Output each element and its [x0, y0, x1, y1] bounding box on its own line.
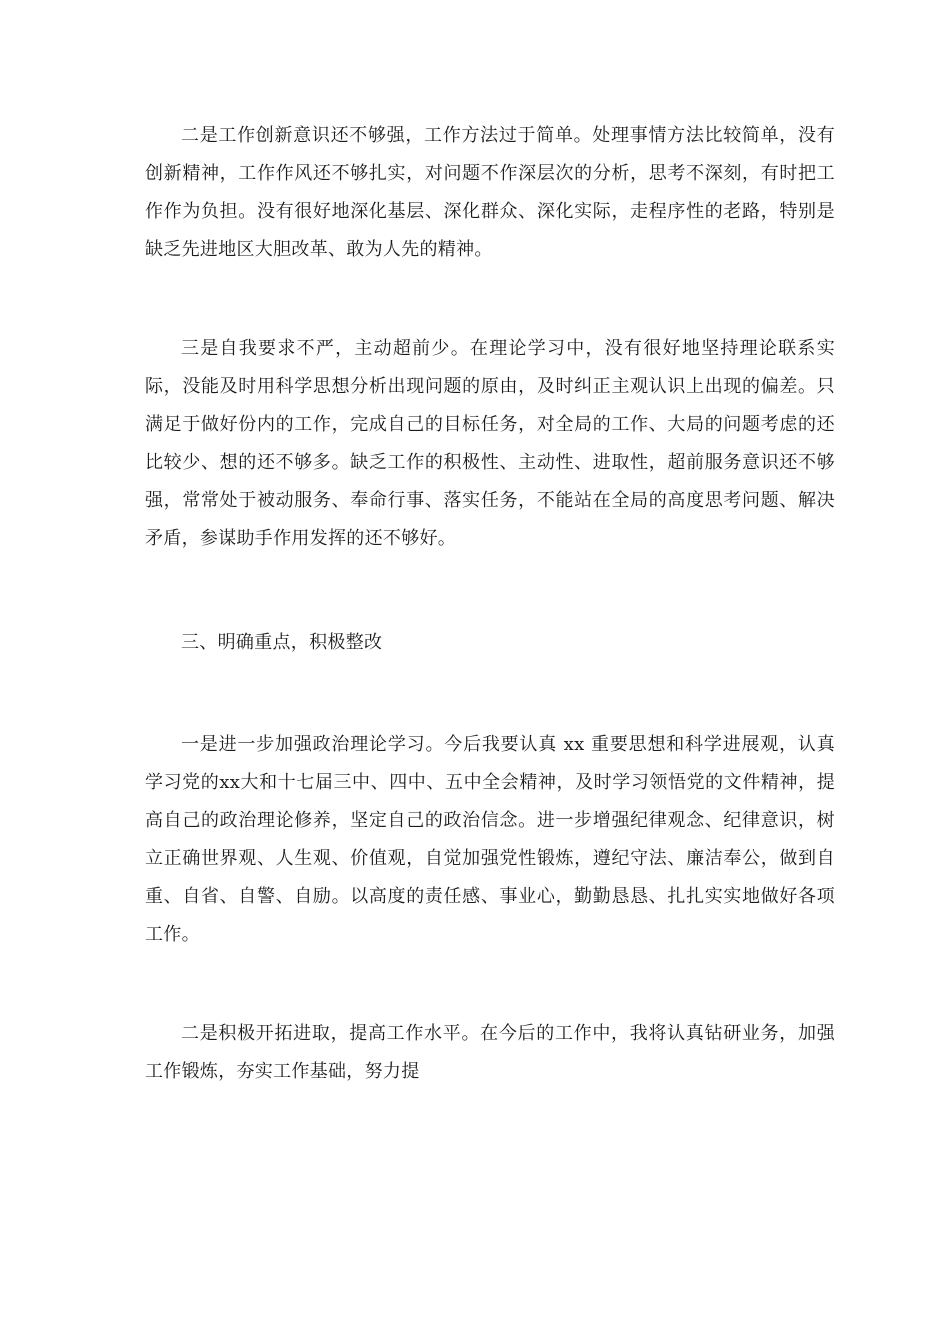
paragraph-self-requirement: 三是自我要求不严，主动超前少。在理论学习中，没有很好地坚持理论联系实际，没能及时用科学思想分析出现问题的原由，及时纠正主观认识上出现的偏差。只满足于做好份内的工作，完成自己的目标任务，对全局的工作、大局的问题考虑的还比较少、想的还不够多。缺乏工作的积极性、主动性、进取性，超前服务意识还不够强，常常处于被动服务、奉命行事、落实任务，不能站在全局的高度思考问题、解决矛盾，参谋助手作用发挥的还不够好。	[145, 338, 835, 549]
paragraph-political-study: 一是进一步加强政治理论学习。今后我要认真 xx 重要思想和科学进展观，认真学习党的xx大和十七届三中、四中、五中全会精神，及时学习领悟党的文件精神，提高自己的政治理论修养，坚定自己的政治信念。进一步增强纪律观念、纪律意识，树立正确世界观、人生观、价值观，自觉加强党性锻炼，遵纪守法、廉洁奉公，做到自重、自省、自警、自励。以高度的责任感、事业心，勤勤恳恳、扎扎实实地做好各项工作。	[145, 734, 835, 945]
paragraph-innovation: 二是工作创新意识还不够强，工作方法过于简单。处理事情方法比较简单，没有创新精神，工作作风还不够扎实，对问题不作深层次的分析，思考不深刻，有时把工作作为负担。没有很好地深化基层、深化群众、深化实际，走程序性的老路，特别是缺乏先进地区大胆改革、敢为人先的精神。	[145, 125, 835, 260]
paragraph-work-level: 二是积极开拓进取，提高工作水平。在今后的工作中，我将认真钻研业务，加强工作锻炼，夯实工作基础，努力提	[145, 1023, 835, 1082]
section-heading: 三、明确重点，积极整改	[181, 632, 383, 653]
